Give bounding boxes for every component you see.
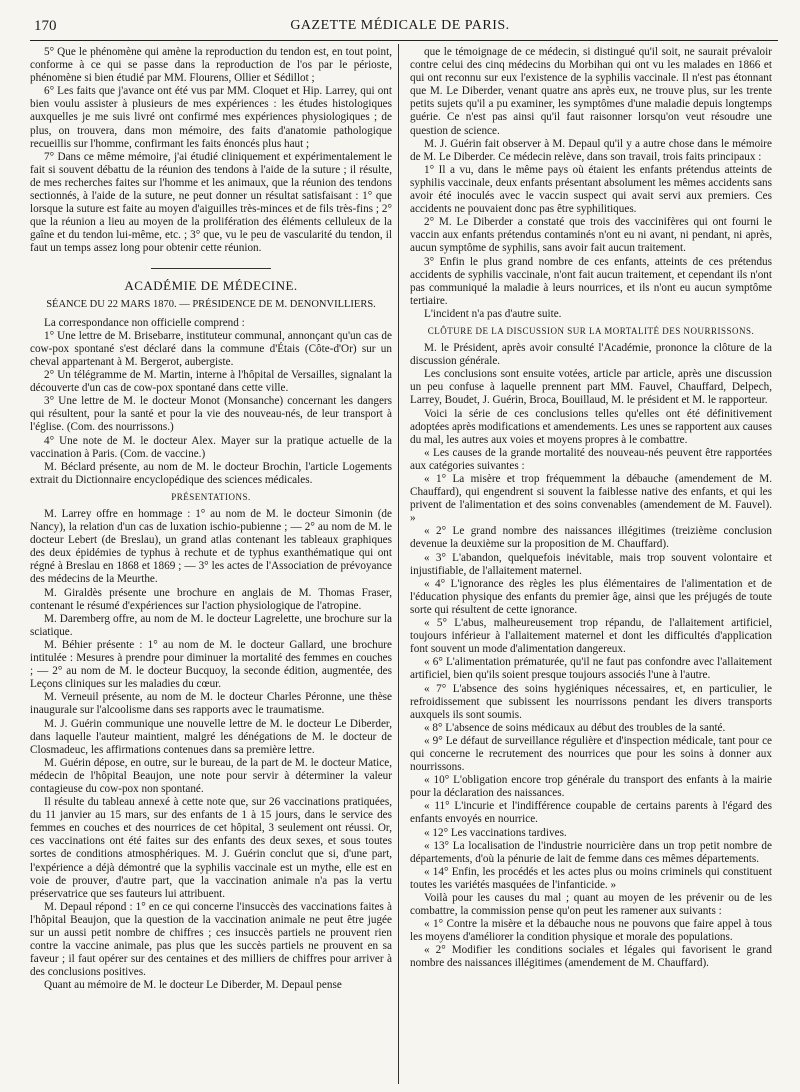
paragraph: « 8° L'absence de soins médicaux au début des troubles de la santé. [424, 721, 726, 734]
paragraph: « 5° L'abus, malheureusement trop répandu, de l'allaitement artificiel, toujours inférieur à l'allaitement maternel et dont les difficultés d'application font souvent un mode d'alimentation dangereux. [410, 617, 772, 656]
session-heading: SÉANCE DU 22 MARS 1870. — PRÉSIDENCE DE M. DENONVILLIERS. [46, 298, 376, 310]
discussion-continued [410, 46, 772, 321]
paragraph: 3° Une lettre de M. le docteur Monot (Monsanche) concernant les dangers qui résultent, pour la santé et pour la vie des nouveau-nés, de leur transport à l'église. (Com. des nourrissons.) [30, 395, 392, 434]
paragraph: « 7° L'absence des soins hygiéniques nécessaires, et, en particulier, le refroidissement que subissent les nourrissons pendant les divers transports auxquels ils sont soumis. [410, 682, 772, 721]
section-title: ACADÉMIE DE MÉDECINE. [124, 277, 298, 293]
paragraph: 7° Dans ce même mémoire, j'ai étudié cliniquement et expérimentalement le fait si souvent débattu de la réunion des tendons à l'aide de la suture ; il résulte, de mes recherches faites sur l'homme et les animaux, que la réunion des tendons sectionnés, à l'aide de la suture, ne peut donner un résultat satisfaisant : 1° que lorsque la suture est faite au moyen d'aiguilles très-minces et de fils très-fins ; 2° que la réunion a lieu au moyen de la prolifération des éléments celluleux de la gaîne et du tendon lui-même, etc. ; 3° que, vu le peu de vascularité du tendon, il faut un temps assez long pour obtenir cette réunion. [30, 150, 392, 255]
paragraph: « Les causes de la grande mortalité des nouveau-nés peuvent être rapportées aux catégories suivantes : [410, 446, 772, 472]
paragraph: 2° Un télégramme de M. Martin, interne à l'hôpital de Versailles, signalant la découverte d'un cas de cow-pox spontané dans cette ville. [30, 369, 392, 395]
section-divider [151, 268, 271, 269]
paragraph: « 12° Les vaccinations tardives. [424, 826, 567, 839]
page-number: 170 [34, 18, 57, 34]
paragraph: 1° Il a vu, dans le même pays où étaient les enfants prétendus atteints de syphilis vaccinale, deux enfants présentant absolument les mêmes accidents sans avoir été inoculés avec le vaccin suspect qui avait servi aux premiers. Ces accidents ne pouvaient donc pas être syphilitiques. [410, 163, 772, 216]
paragraph: M. Larrey offre en hommage : 1° au nom de M. le docteur Simonin (de Nancy), la relation d'un cas de luxation ischio-pubienne ; — 2° au nom de M. le docteur Lebert (de Breslau), un grand atlas contenant les tableaux graphiques des deux épidémies de typhus à rechute et de typhus exanthématique qui ont régné à Breslau en 1868 et 1869 ; — 3° les actes de l'Association de prévoyance des médecins de la Meurthe. [30, 508, 392, 586]
paragraph: Voilà pour les causes du mal ; quant au moyen de les prévenir ou de les combattre, la commission pense qu'on peut les ramener aux suivants : [410, 892, 772, 918]
paragraph: M. Béhier présente : 1° au nom de M. le docteur Gallard, une brochure intitulée : Mesures à prendre pour diminuer la mortalité des femmes en couches ; — 2° au nom de M. le docteur Bucquoy, la seconde édition, augmentée, des Leçons cliniques sur les maladies du cœur. [30, 638, 392, 691]
page-header [30, 14, 770, 38]
paragraph: 2° M. Le Diberder a constaté que trois des vaccinifères qui ont fourni le vaccin aux enfants prétendus contaminés n'ont eu ni avant, ni pendant, ni après, aucun symptôme de syphilis, sans avoir fait aucun traitement. [410, 216, 772, 255]
paragraph: L'incident n'a pas d'autre suite. [424, 307, 562, 320]
presentations-heading: PRÉSENTATIONS. [171, 491, 251, 502]
paragraph: « 4° L'ignorance des règles les plus élémentaires de l'alimentation et de l'éducation physique des enfants du premier âge, ainsi que les préjugés de toute sorte qui résultent de cette ignorance. [410, 577, 772, 616]
paragraph: M. J. Guérin fait observer à M. Depaul qu'il y a autre chose dans le mémoire de M. Le Diberder. Ce médecin relève, dans son travail, trois faits principaux : [410, 137, 772, 163]
paragraph: « 2° Modifier les conditions sociales et légales qui favorisent le grand nombre des naissances illégitimes (amendement de M. Chauffard). [410, 944, 772, 970]
paragraph: Voici la série de ces conclusions telles qu'elles ont été définitivement adoptées après modifications et amendements. Les unes se rapportent aux causes du mal, les autres aux voies et moyens propres à le combattre. [410, 407, 772, 446]
paragraph: « 1° Contre la misère et la débauche nous ne pouvons que faire appel à tous les moyens d'améliorer la condition physique et morale des populations. [410, 918, 772, 944]
conclusions [410, 342, 772, 971]
paragraph: M. J. Guérin communique une nouvelle lettre de M. le docteur Le Diberder, dans laquelle l'auteur maintient, malgré les dénégations de M. le docteur de Closmadeuc, les affirmations contenues dans sa première lettre. [30, 717, 392, 756]
paragraph: La correspondance non officielle comprend : [44, 316, 245, 329]
journal-title: GAZETTE MÉDICALE DE PARIS. [290, 18, 510, 33]
paragraph: 1° Une lettre de M. Brisebarre, instituteur communal, annonçant qu'un cas de cow-pox spontané s'est déclaré dans la commune d'Étais (Côte-d'Or) sur un cheval appartenant à M. Bergerot, aubergiste. [30, 329, 392, 368]
paragraph: 5° Que le phénomène qui amène la reproduction du tendon est, en tout point, conforme à ce qui se passe dans la reproduction de l'os par le périoste, phénomène si bien étudié par MM. Flourens, Ollier et Sédillot ; [30, 46, 392, 85]
paragraph: 6° Les faits que j'avance ont été vus par MM. Cloquet et Hip. Larrey, qui ont bien voulu assister à plusieurs de mes expériences : les études histologiques auxquelles je me suis livré ont confirmé mes expériences physiologiques ; de plus, on trouvera, dans mon mémoire, des faits d'anatomie pathologique recueillis sur l'homme, confirmant les faits énoncés plus haut ; [30, 85, 392, 150]
paragraph: que le témoignage de ce médecin, si distingué qu'il soit, ne saurait prévaloir contre celui des cinq médecins du Morbihan qui ont vu les malades en 1866 et qui ont reconnu sur eux l'existence de la syphilis vaccinale. Il n'est pas étonnant que M. Le Diberder, venant quatre ans après eux, ne trouve plus, sur les trente petits sujets qu'il a pu examiner, les symptômes d'une maladie depuis longtemps guérie. Ce n'est pas ainsi qu'il faut raisonner lorsqu'on veut résoudre une question de science. [410, 46, 772, 137]
paragraph: « 3° L'abandon, quelquefois inévitable, mais trop souvent volontaire et injustifiable, de l'allaitement maternel. [410, 551, 772, 577]
paragraph: M. Depaul répond : 1° en ce qui concerne l'insuccès des vaccinations faites à l'hôpital Beaujon, que la question de la vaccination animale ne peut être jugée sur un aussi petit nombre de chiffres ; ces insuccès partiels ne prouvent rien contre la vaccine animale, pas plus que les succès partiels ne prouvent en sa faveur ; il faut opérer sur des centaines et des milliers de chiffres pour arriver à des conclusions positives. [30, 900, 392, 979]
paragraph: M. Guérin dépose, en outre, sur le bureau, de la part de M. le docteur Matice, médecin de l'hôpital Beaujon, une note pour servir à déterminer la valeur contagieuse du cow-pox non spontané. [30, 756, 392, 795]
closure-heading: CLÔTURE DE LA DISCUSSION SUR LA MORTALITÉ DES NOURRISSONS. [427, 325, 755, 336]
paragraph: M. Verneuil présente, au nom de M. le docteur Charles Péronne, une thèse inaugurale sur l'alcoolisme dans ses rapports avec le traumatisme. [30, 691, 392, 717]
paragraph: M. le Président, après avoir consulté l'Académie, prononce la clôture de la discussion générale. [410, 342, 772, 368]
tendon-conclusions [30, 46, 392, 256]
header-rule [30, 40, 778, 41]
paragraph: 4° Une note de M. le docteur Alex. Mayer sur la pratique actuelle de la vaccination à Paris. (Com. de vaccine.) [30, 434, 392, 460]
right-column [410, 46, 772, 1082]
paragraph: « 9° Le défaut de surveillance régulière et d'inspection médicale, tant pour ce qui concerne le recrutement des nourrices que pour les soins à donner aux nourrissons. [410, 734, 772, 774]
paragraph: M. Béclard présente, au nom de M. le docteur Brochin, l'article Logements extrait du Dictionnaire encyclopédique des sciences médicales. [30, 460, 392, 486]
paragraph: M. Daremberg offre, au nom de M. le docteur Lagrelette, une brochure sur la sciatique. [30, 612, 392, 638]
paragraph: Quant au mémoire de M. le docteur Le Diberder, M. Depaul pense [44, 979, 342, 992]
column-divider [398, 44, 399, 1084]
paragraph: M. Giraldès présente une brochure en anglais de M. Thomas Fraser, contenant le résumé d'expériences sur l'action physiologique de l'atropine. [30, 586, 392, 612]
paragraph: « 13° La localisation de l'industrie nourricière dans un trop petit nombre de départements, d'où la pénurie de lait de femme dans ces mêmes départements. [410, 839, 772, 865]
presentations [30, 508, 392, 992]
paragraph: « 10° L'obligation encore trop générale du transport des enfants à la mairie pour la déclaration des naissances. [410, 774, 772, 800]
paragraph: Les conclusions sont ensuite votées, article par article, après une discussion un peu confuse à laquelle prennent part MM. Fauvel, Chauffard, Delpech, Larrey, Boudet, J. Guérin, Broca, Bouillaud, M. le président et M. le rapporteur. [410, 368, 772, 407]
paragraph: « 2° Le grand nombre des naissances illégitimes (treizième conclusion devenue la deuxième sur la proposition de M. Chauffard). [410, 525, 772, 551]
paragraph: 3° Enfin le plus grand nombre de ces enfants, atteints de ces prétendus accidents de syphilis vaccinale, n'ont fait aucun traitement, et cependant ils n'ont pas communiqué la maladie à leurs nourrices, et ils n'ont eu aucun symptôme tertiaire. [410, 255, 772, 307]
paragraph: « 14° Enfin, les procédés et les actes plus ou moins criminels qui constituent toutes les variétés masquées de l'infanticide. » [410, 865, 772, 891]
left-column [30, 46, 392, 1082]
paragraph: « 6° L'alimentation prématurée, qu'il ne faut pas confondre avec l'allaitement artificiel, bien qu'ils soient presque toujours associés l'une à l'autre. [410, 656, 772, 682]
paragraph: Il résulte du tableau annexé à cette note que, sur 26 vaccinations pratiquées, du 11 janvier au 15 mars, sur des enfants de 1 à 15 jours, dans le service des femmes en couches et des nourrices de cet hôpital, 3 seulement ont réussi. Or, ces vaccinations ont été faites sur des enfants des deux sexes, et sous toutes sortes de conditions atmosphériques. M. J. Guérin conclut que si, d'une part, l'expérience a déjà démontré que la syphilis vaccinale est un mythe, elle est en voie de prouver, d'autre part, que la vaccination animale n'a pas la vertu préservatrice que ses fauteurs lui attribuent. [30, 796, 392, 900]
correspondence [30, 317, 392, 487]
paragraph: « 1° La misère et trop fréquemment la débauche (amendement de M. Chauffard), qui engendrent si souvent la faiblesse native des enfants, et qui les privent de l'alimentation et des soins convenables (amendement de M. Fauvel). » [410, 473, 772, 525]
paragraph: « 11° L'incurie et l'indifférence coupable de certains parents à l'égard des enfants envoyés en nourrice. [410, 800, 772, 826]
